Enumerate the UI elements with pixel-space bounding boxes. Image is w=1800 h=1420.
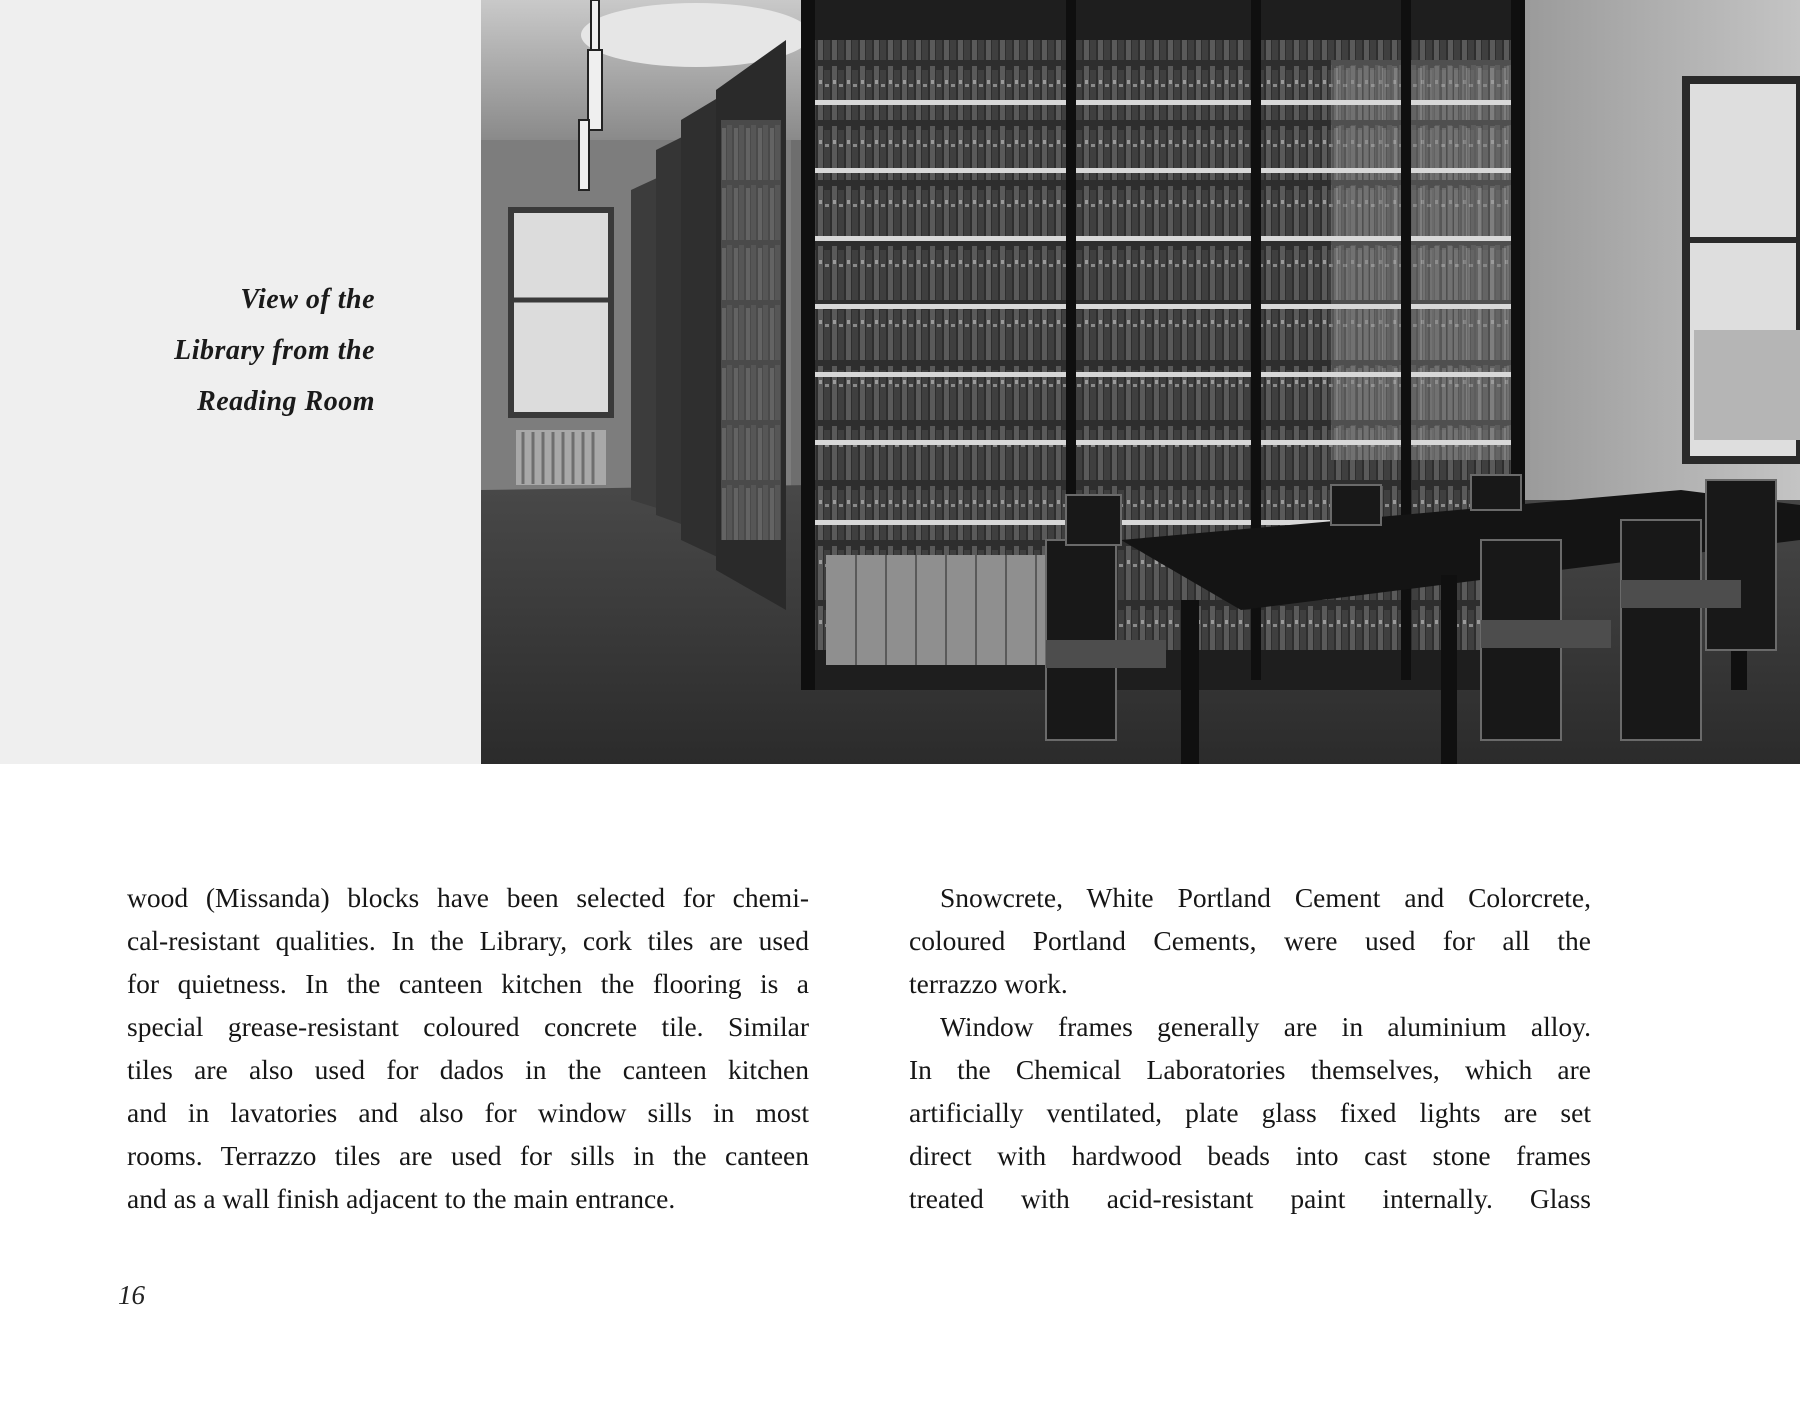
paragraph <box>127 876 809 1220</box>
text-column-right <box>909 876 1591 1220</box>
caption-panel <box>0 0 481 764</box>
text-line: special grease-resistant coloured concrete tile. Similar <box>127 1011 809 1042</box>
caption-line: Library from the <box>174 335 375 366</box>
text-line: cal-resistant qualities. In the Library, cork tiles are used <box>127 925 809 956</box>
page-number: 16 <box>118 1280 145 1310</box>
text-line: rooms. Terrazzo tiles are used for sills in the canteen <box>127 1140 809 1171</box>
library-illustration <box>481 0 1800 764</box>
text-line: direct with hardwood beads into cast stone frames <box>909 1140 1591 1171</box>
text-line: and as a wall finish adjacent to the main entrance. <box>127 1183 676 1214</box>
caption-line: View of the <box>240 284 375 315</box>
text-line: Window frames generally are in aluminium alloy. <box>940 1011 1591 1042</box>
library-photo <box>481 0 1800 764</box>
text-line: treated with acid-resistant paint internally. Glass <box>909 1183 1591 1214</box>
text-line: for quietness. In the canteen kitchen the flooring is a <box>127 968 809 999</box>
text-line: In the Chemical Laboratories themselves, which are <box>909 1054 1591 1085</box>
paragraph <box>909 876 1591 1005</box>
text-line: wood (Missanda) blocks have been selected for chemi- <box>127 882 809 913</box>
text-line: Snowcrete, White Portland Cement and Colorcrete, <box>940 882 1591 913</box>
text-line: terrazzo work. <box>909 968 1068 999</box>
caption-line: Reading Room <box>197 386 375 417</box>
photo-caption <box>174 274 375 427</box>
text-line: artificially ventilated, plate glass fixed lights are set <box>909 1097 1591 1128</box>
text-line: tiles are also used for dados in the canteen kitchen <box>127 1054 809 1085</box>
text-column-left <box>127 876 809 1220</box>
text-line: and in lavatories and also for window sills in most <box>127 1097 809 1128</box>
paragraph <box>909 1005 1591 1220</box>
text-line: coloured Portland Cements, were used for all the <box>909 925 1591 956</box>
